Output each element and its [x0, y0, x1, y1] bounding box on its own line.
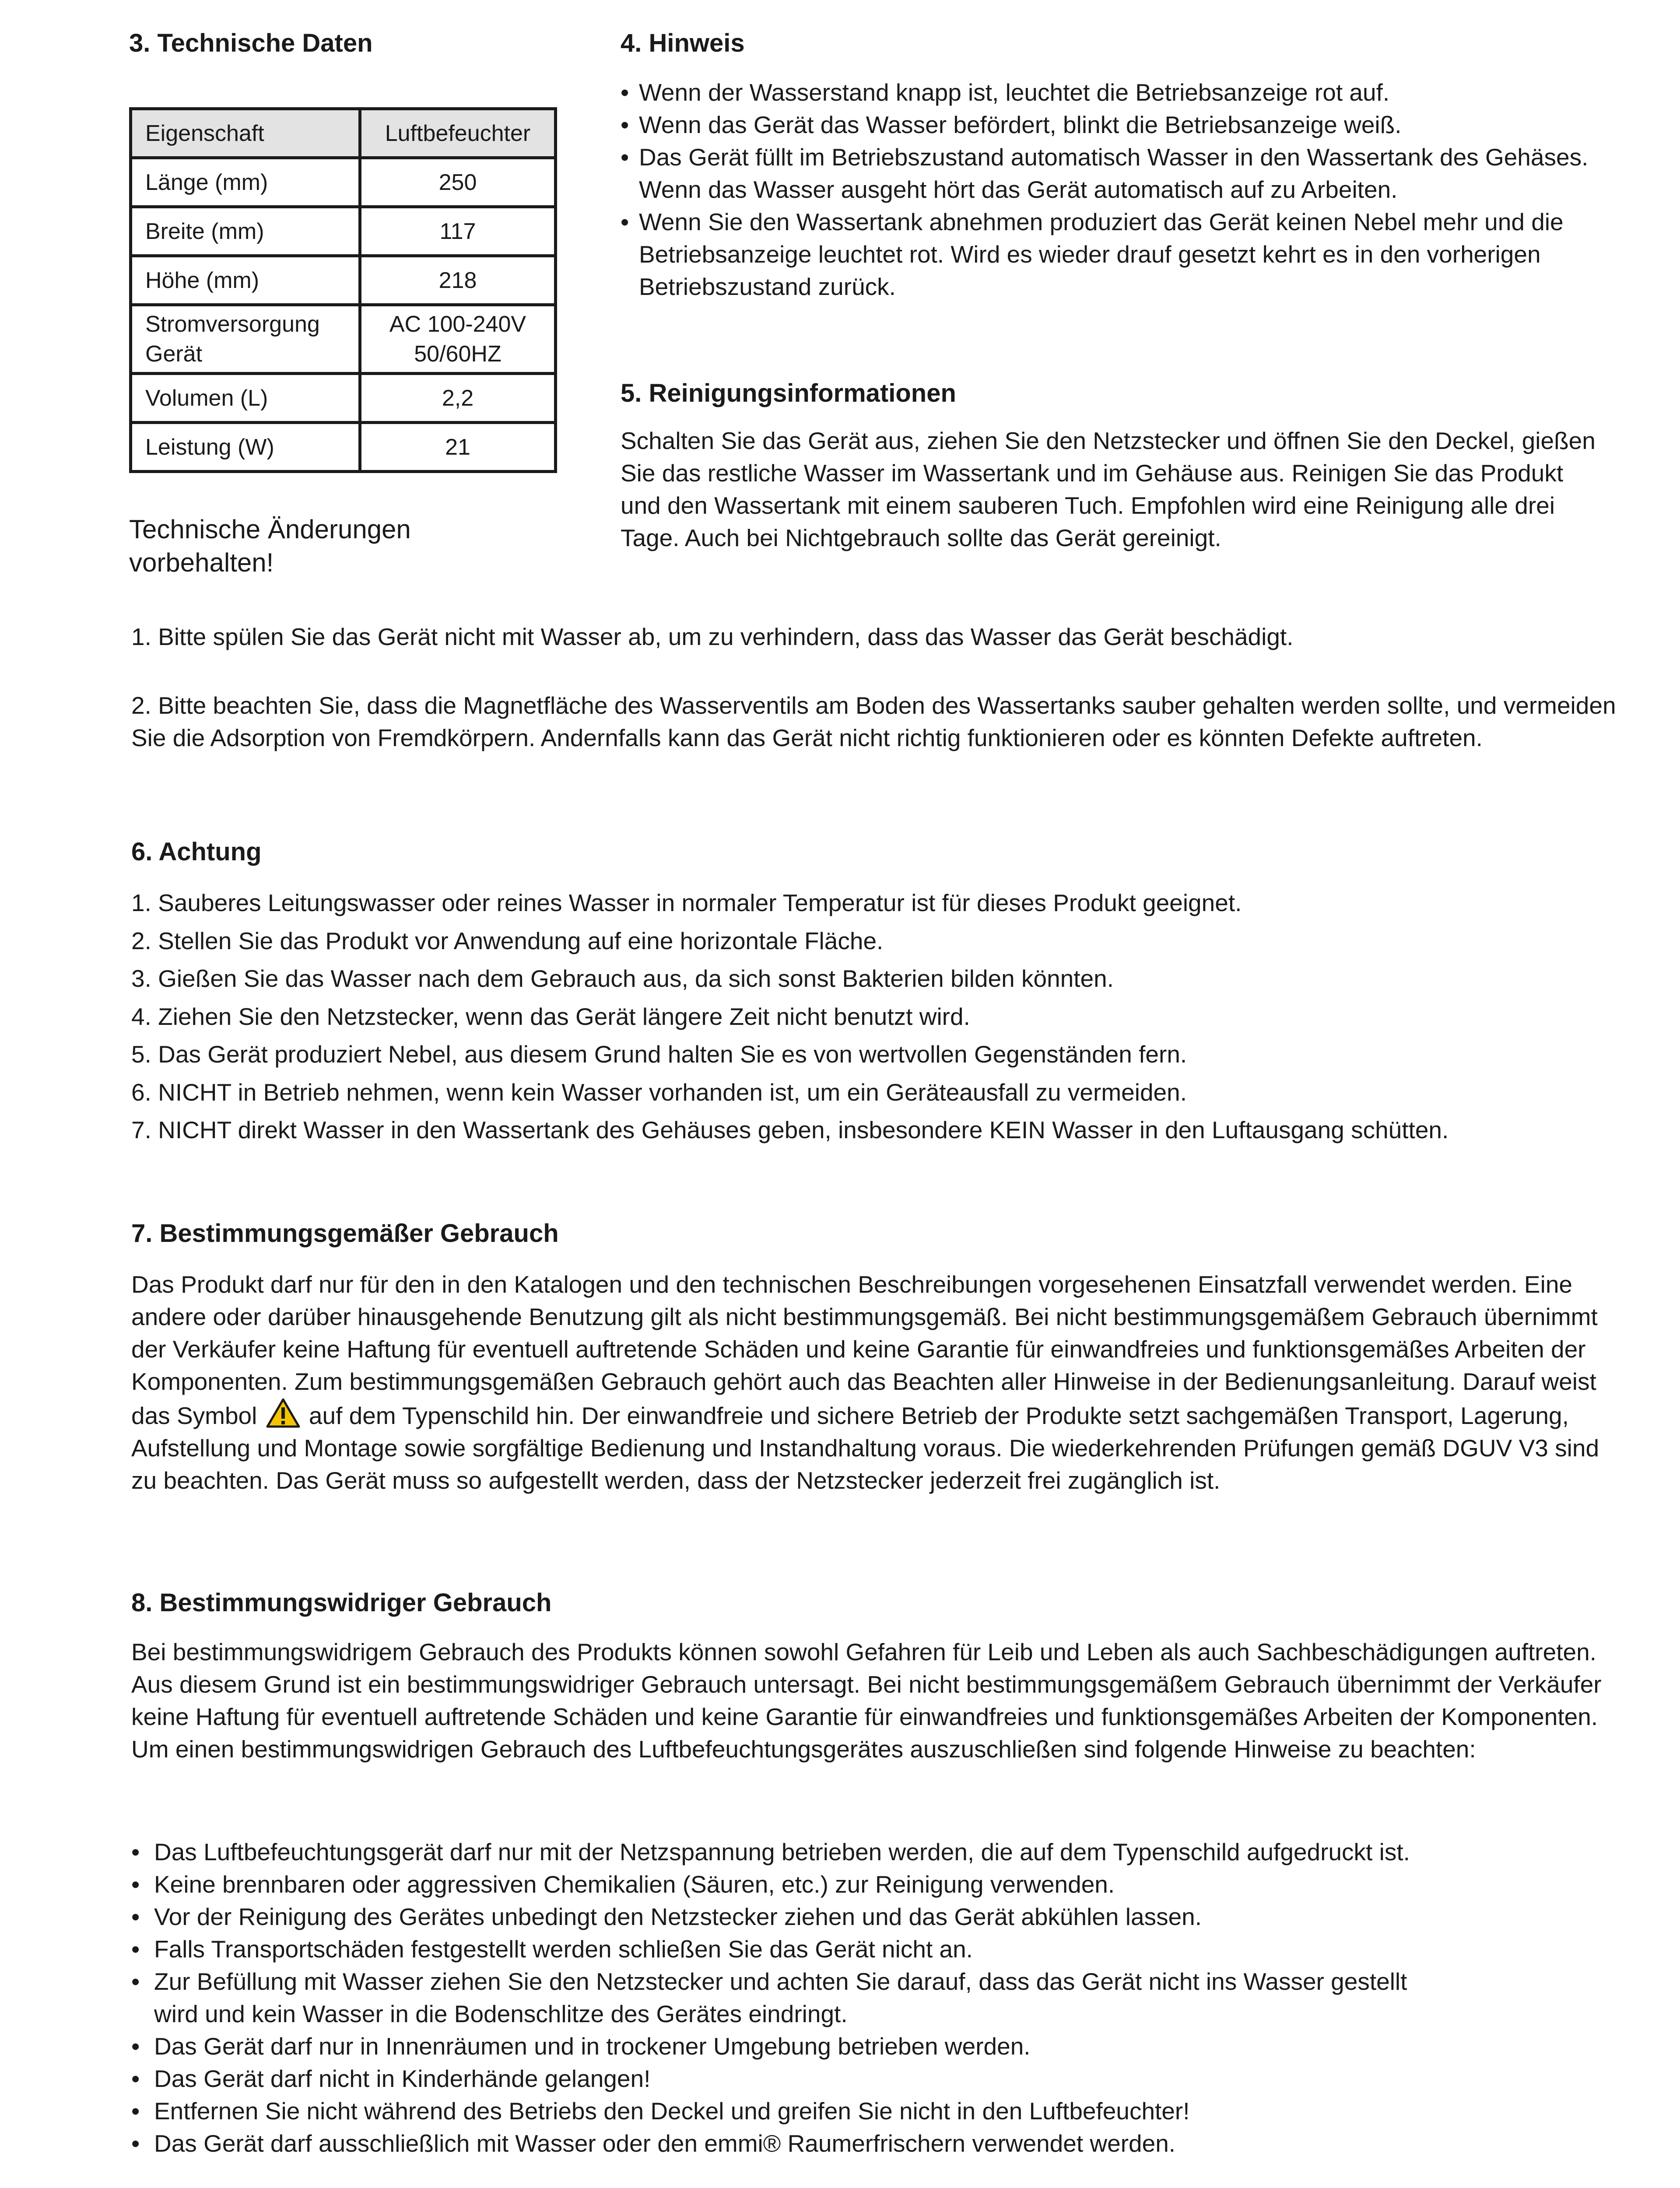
section-7-heading: 7. Bestimmungsgemäßer Gebrauch [131, 1219, 559, 1248]
list-item: • Das Gerät darf ausschließlich mit Wasser oder den emmi® Raumerfrischern verwendet werden. [131, 2127, 1444, 2160]
list-item: • Wenn Sie den Wassertank abnehmen produziert das Gerät keinen Nebel mehr und die Betriebsanzeige leuchtet rot. Wird es wieder drauf gesetzt kehrt es in den vorherigen Betriebszustand zurück. [621, 206, 1596, 303]
list-item: • Das Gerät darf nur in Innenräumen und in trockener Umgebung betrieben werden. [131, 2030, 1444, 2062]
table-cell: Breite (mm) [131, 207, 360, 256]
section-5-heading: 5. Reinigungsinformationen [621, 379, 956, 407]
table-cell: 250 [360, 158, 556, 207]
cleaning-paragraph: Schalten Sie das Gerät aus, ziehen Sie den Netzstecker und öffnen Sie den Deckel, gießen Sie das restliche Wasser im Wassertank und im Gehäuse aus. Reinigen Sie das Produkt und den Wassertank mit einem sauberen Tuch. Empfohlen wird eine Reinigung alle drei Tage. Auch bei Nichtgebrauch sollte das Gerät gereinigt. [621, 427, 1596, 551]
list-item: 2. Stellen Sie das Produkt vor Anwendung auf eine horizontale Fläche. [131, 927, 884, 954]
section-8-heading: 8. Bestimmungswidriger Gebrauch [131, 1588, 552, 1617]
list-item: 5. Das Gerät produziert Nebel, aus diesem Grund halten Sie es von wertvollen Gegenständen fern. [131, 1041, 1187, 1068]
table-cell: Leistung (W) [131, 423, 360, 472]
list-item: 7. NICHT direkt Wasser in den Wassertank des Gehäuses geben, insbesondere KEIN Wasser in den Luftausgang schütten. [131, 1116, 1449, 1143]
note-2: 2. Bitte beachten Sie, dass die Magnetfläche des Wasserventils am Boden des Wassertanks sauber gehalten werden sollte, und vermeiden Sie die Adsorption von Fremdkörpern. Andernfalls kann das Gerät nicht richtig funktionieren oder es könnten Defekte auftreten. [131, 692, 1616, 751]
table-row [131, 256, 556, 305]
list-item: • Wenn der Wasserstand knapp ist, leuchtet die Betriebsanzeige rot auf. [621, 76, 1596, 109]
section-6-heading: 6. Achtung [131, 838, 262, 866]
table-cell: 218 [360, 256, 556, 305]
hint-list [621, 76, 1596, 303]
table-row [131, 423, 556, 472]
table-row [131, 207, 556, 256]
warning-triangle-icon [266, 1398, 301, 1428]
table-row [131, 158, 556, 207]
intended-use-text-part-2: auf dem Typenschild hin. Der einwandfreie und sichere Betrieb der Produkte setzt sachgemäßen Transport, Lagerung, Aufstellung und Montage sowie sorgfältige Bedienung und Instandhaltung voraus. Die wiederkehrenden Prüfungen gemäß DGUV V3 sind zu beachten. Das Gerät muss so aufgestellt werden, dass der Netzstecker jederzeit frei zugänglich ist. [131, 1402, 1599, 1494]
table-header-device: Luftbefeuchter [360, 109, 556, 158]
list-item: • Entfernen Sie nicht während des Betriebs den Deckel und greifen Sie nicht in den Luftbefeuchter! [131, 2095, 1444, 2127]
table-cell: 2,2 [360, 374, 556, 423]
list-item: • Vor der Reinigung des Gerätes unbedingt den Netzstecker ziehen und das Gerät abkühlen lassen. [131, 1900, 1444, 1933]
list-item: • Keine brennbaren oder aggressiven Chemikalien (Säuren, etc.) zur Reinigung verwenden. [131, 1868, 1444, 1900]
note-1: 1. Bitte spülen Sie das Gerät nicht mit Wasser ab, um zu verhindern, dass das Wasser das Gerät beschädigt. [131, 623, 1294, 650]
table-header-row [131, 109, 556, 158]
improper-use-paragraph: Bei bestimmungswidrigem Gebrauch des Produkts können sowohl Gefahren für Leib und Leben als auch Sachbeschädigungen auftreten. Aus diesem Grund ist ein bestimmungswidriger Gebrauch untersagt. Bei nicht bestimmungsgemäßem Gebrauch übernimmt der Verkäufer keine Haftung für eventuell auftretende Schäden und keine Garantie für einwandfreies und funktionsgemäßes Arbeiten der Komponenten. Um einen bestimmungswidrigen Gebrauch des Luftbefeuchtungsgerätes auszuschließen sind folgende Hinweise zu beachten: [131, 1638, 1602, 1763]
table-cell: Länge (mm) [131, 158, 360, 207]
table-row [131, 305, 556, 374]
list-item: 4. Ziehen Sie den Netzstecker, wenn das Gerät längere Zeit nicht benutzt wird. [131, 1003, 970, 1030]
table-row [131, 374, 556, 423]
intended-use-text-part-1: Das Produkt darf nur für den in den Katalogen und den technischen Beschreibungen vorgesehenen Einsatzfall verwendet werden. Eine andere oder darüber hinausgehende Benutzung gilt als nicht bestimmungsgemäß. Bei nicht bestimmungsgemäßem Gebrauch übernimmt der Verkäufer keine Haftung für eventuell auftretende Schäden und keine Garantie für einwandfreies und funktionsgemäßes Arbeiten der Komponenten. Zum bestimmungsgemäßen Gebrauch gehört auch das Beachten aller Hinweise in der Bedienungsanleitung. Darauf weist das Symbol [131, 1271, 1598, 1429]
table-cell: AC 100-240V 50/60HZ [360, 305, 556, 374]
list-item: 6. NICHT in Betrieb nehmen, wenn kein Wasser vorhanden ist, um ein Geräteausfall zu vermeiden. [131, 1078, 1187, 1106]
list-item: • Wenn das Gerät das Wasser befördert, blinkt die Betriebsanzeige weiß. [621, 109, 1596, 141]
table-cell: Volumen (L) [131, 374, 360, 423]
table-cell: 21 [360, 423, 556, 472]
list-item: 3. Gießen Sie das Wasser nach dem Gebrauch aus, da sich sonst Bakterien bilden könnten. [131, 965, 1114, 992]
section-4-heading: 4. Hinweis [621, 29, 745, 57]
caution-list [131, 884, 1619, 1149]
intended-use-paragraph [131, 1268, 1610, 1497]
list-item: • Zur Befüllung mit Wasser ziehen Sie den Netzstecker und achten Sie darauf, dass das Gerät nicht ins Wasser gestellt wird und kein Wasser in die Bodenschlitze des Gerätes eindringt. [131, 1965, 1444, 2030]
list-item: • Das Gerät darf nicht in Kinderhände gelangen! [131, 2062, 1444, 2095]
improper-use-list [131, 1836, 1444, 2160]
list-item: • Falls Transportschäden festgestellt werden schließen Sie das Gerät nicht an. [131, 1933, 1444, 1965]
technical-data-table [129, 107, 557, 473]
table-cell: 117 [360, 207, 556, 256]
table-header-property: Eigenschaft [131, 109, 360, 158]
section-3-heading: 3. Technische Daten [129, 29, 373, 57]
technical-changes-note: Technische Änderungen vorbehalten! [129, 515, 411, 577]
table-cell: Stromversorgung Gerät [131, 305, 360, 374]
table-cell: Höhe (mm) [131, 256, 360, 305]
list-item: 1. Sauberes Leitungswasser oder reines Wasser in normaler Temperatur ist für dieses Produkt geeignet. [131, 889, 1242, 916]
list-item: • Das Luftbefeuchtungsgerät darf nur mit der Netzspannung betrieben werden, die auf dem Typenschild aufgedruckt ist. [131, 1836, 1444, 1868]
list-item: • Das Gerät füllt im Betriebszustand automatisch Wasser in den Wassertank des Gehäses. Wenn das Wasser ausgeht hört das Gerät automatisch auf zu Arbeiten. [621, 141, 1596, 206]
